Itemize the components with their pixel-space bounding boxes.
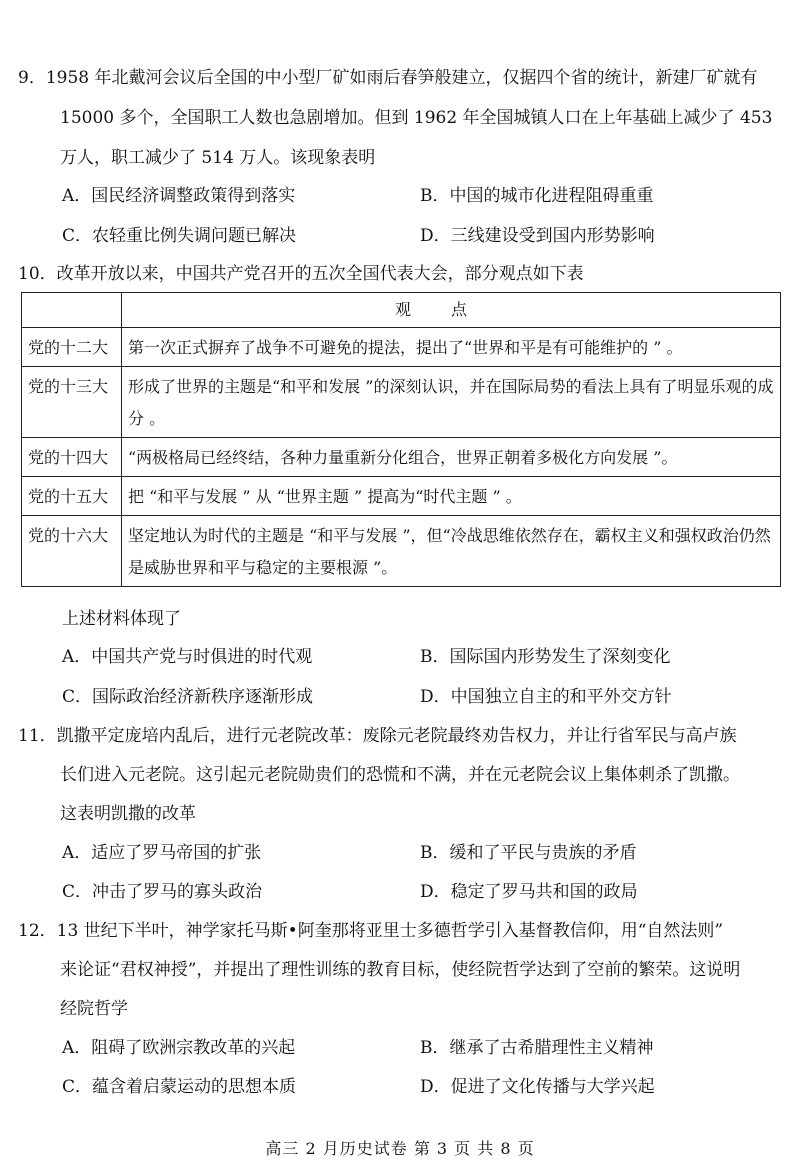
q10-option-c[interactable]: C．国际政治经济新秩序逐渐形成 (62, 687, 314, 707)
row-label: 党的十六大 (22, 516, 122, 587)
page-footer: 高三 2 月历史试卷 第 3 页 共 8 页 (265, 1139, 535, 1158)
q11-stem-line-3: 这表明凯撒的改革 (60, 804, 196, 824)
q9-option-b[interactable]: B．中国的城市化进程阻碍重重 (420, 186, 654, 206)
q12-stem-line-1: 12．13 世纪下半叶，神学家托马斯•阿奎那将亚里士多德哲学引入基督教信仰，用“自然法则” (18, 921, 724, 941)
q11-stem-line-1: 11．凯撒平定庞培内乱后，进行元老院改革：废除元老院最终劝告权力，并让行省军民与高卢族 (18, 726, 737, 746)
q11-option-c[interactable]: C．冲击了罗马的寡头政治 (62, 882, 263, 902)
q12-option-c[interactable]: C．蕴含着启蒙运动的思想本质 (62, 1077, 297, 1097)
row-label: 党的十五大 (22, 477, 122, 516)
row-text: 第一次正式摒弃了战争不可避免的提法，提出了“世界和平是有可能维护的 ” 。 (122, 328, 781, 367)
row-text: 把 “和平与发展 ” 从 “世界主题 ” 提高为“时代主题 ” 。 (122, 477, 781, 516)
q12-option-b[interactable]: B．继承了古希腊理性主义精神 (420, 1038, 654, 1058)
q11-option-b[interactable]: B．缓和了平民与贵族的矛盾 (420, 843, 637, 863)
table-row (22, 477, 781, 516)
table-header-row (22, 293, 781, 328)
row-label: 党的十三大 (22, 367, 122, 438)
table-row (22, 516, 781, 587)
q10-option-b[interactable]: B．国际国内形势发生了深刻变化 (420, 647, 671, 667)
q12-stem-line-3: 经院哲学 (60, 999, 128, 1019)
row-label: 党的十四大 (22, 438, 122, 477)
q12-option-a[interactable]: A．阻碍了欧洲宗教改革的兴起 (62, 1038, 296, 1058)
table-header-empty (22, 293, 122, 328)
viewpoints-table (21, 292, 781, 587)
q10-option-a[interactable]: A．中国共产党与时俱进的时代观 (62, 647, 313, 667)
q11-option-d[interactable]: D．稳定了罗马共和国的政局 (420, 882, 638, 902)
row-text: 形成了世界的主题是“和平和发展 ”的深刻认识，并在国际局势的看法上具有了明显乐观的成分 。 (122, 367, 781, 438)
q11-stem-line-2: 长们进入元老院。这引起元老院勋贵们的恐慌和不满，并在元老院会议上集体刺杀了凯撒。 (60, 765, 740, 785)
q9-stem-line-1: 9．1958 年北戴河会议后全国的中小型厂矿如雨后春笋般建立，仅据四个省的统计，新建厂矿就有 (18, 68, 758, 88)
q12-option-d[interactable]: D．促进了文化传播与大学兴起 (420, 1077, 655, 1097)
q10-stem: 10．改革开放以来，中国共产党召开的五次全国代表大会，部分观点如下表 (18, 264, 584, 284)
q10-option-d[interactable]: D．中国独立自主的和平外交方针 (420, 687, 672, 707)
table-header-viewpoint: 观点 (122, 293, 781, 328)
q9-option-d[interactable]: D．三线建设受到国内形势影响 (420, 226, 655, 246)
table-row (22, 367, 781, 438)
row-label: 党的十二大 (22, 328, 122, 367)
q9-option-a[interactable]: A．国民经济调整政策得到落实 (62, 186, 296, 206)
q9-stem-line-2: 15000 多个，全国职工人数也急剧增加。但到 1962 年全国城镇人口在上年基础上减少了 453 (60, 108, 773, 128)
table-row (22, 438, 781, 477)
q10-after-text: 上述材料体现了 (62, 609, 181, 629)
q9-option-c[interactable]: C．农轻重比例失调问题已解决 (62, 226, 297, 246)
table-row (22, 328, 781, 367)
q11-option-a[interactable]: A．适应了罗马帝国的扩张 (62, 843, 262, 863)
q9-stem-line-3: 万人，职工减少了 514 万人。该现象表明 (60, 148, 376, 168)
q12-stem-line-2: 来论证“君权神授”，并提出了理性训练的教育目标，使经院哲学达到了空前的繁荣。这说明 (60, 960, 741, 980)
row-text: 坚定地认为时代的主题是 “和平与发展 ”，但“冷战思维依然存在，霸权主义和强权政治仍然是威胁世界和平与稳定的主要根源 ”。 (122, 516, 781, 587)
row-text: “两极格局已经终结，各种力量重新分化组合，世界正朝着多极化方向发展 ”。 (122, 438, 781, 477)
